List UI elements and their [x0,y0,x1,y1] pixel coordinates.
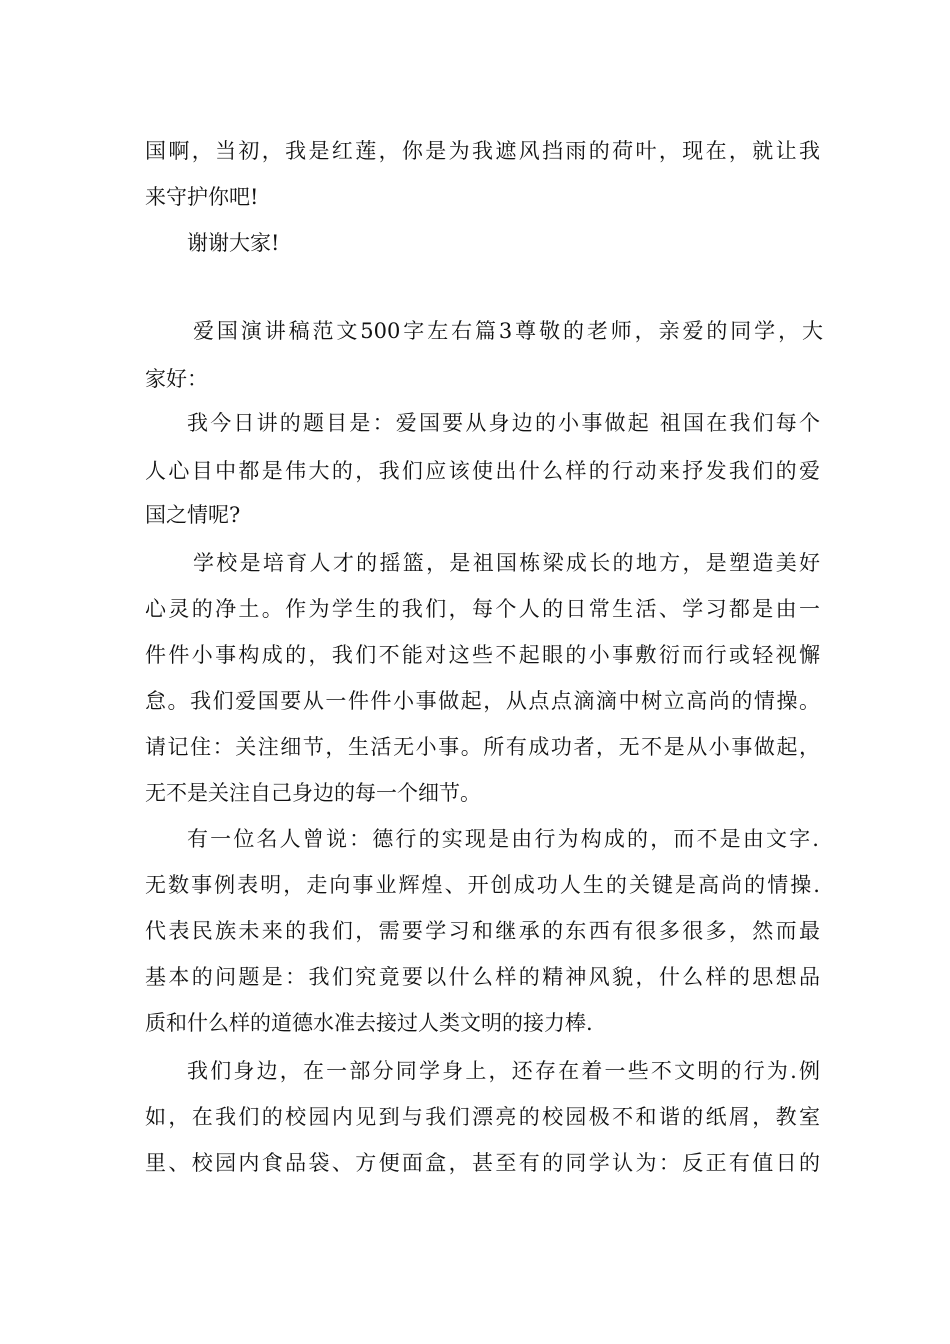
text-line: 学校是培育人才的摇篮，是祖国栋梁成长的地方，是塑造美好 [193,551,820,575]
text-line: 件件小事构成的，我们不能对这些不起眼的小事敷衍而行或轻视懈 [145,643,820,667]
text-line: 有一位名人曾说：德行的实现是由行为构成的，而不是由文字. [187,827,819,851]
text-line: 如，在我们的校园内见到与我们漂亮的校园极不和谐的纸屑，教室 [145,1105,820,1129]
text-line: 人心目中都是伟大的，我们应该使出什么样的行动来抒发我们的爱 [145,459,820,483]
text-line: 无不是关注自己身边的每一个细节。 [145,781,481,805]
text-line: 无数事例表明，走向事业辉煌、开创成功人生的关键是高尚的情操. [145,873,820,897]
text-line: 基本的问题是：我们究竟要以什么样的精神风貌，什么样的思想品 [145,965,820,989]
text-line: 请记住：关注细节，生活无小事。所有成功者，无不是从小事做起， [145,735,820,759]
text-line: 心灵的净土。作为学生的我们，每个人的日常生活、学习都是由一 [145,597,820,621]
text-line: 国啊，当初，我是红莲，你是为我遮风挡雨的荷叶，现在，就让我 [145,139,820,163]
text-line: 爱国演讲稿范文500字左右篇3尊敬的老师，亲爱的同学，大 [193,319,823,343]
text-line: 谢谢大家! [187,231,280,255]
text-line: 质和什么样的道德水准去接过人类文明的接力棒. [145,1011,593,1035]
text-line: 怠。我们爱国要从一件件小事做起，从点点滴滴中树立高尚的情操。 [145,689,820,713]
text-line: 来守护你吧! [145,185,259,209]
text-line: 里、校园内食品袋、方便面盒，甚至有的同学认为：反正有值日的 [145,1151,820,1175]
text-line: 我今日讲的题目是：爱国要从身边的小事做起 祖国在我们每个 [187,411,820,435]
text-line: 代表民族未来的我们，需要学习和继承的东西有很多很多，然而最 [145,919,820,943]
text-line: 国之情呢? [145,503,241,527]
text-line: 我们身边，在一部分同学身上，还存在着一些不文明的行为.例 [187,1059,820,1083]
text-line: 家好： [145,367,208,391]
